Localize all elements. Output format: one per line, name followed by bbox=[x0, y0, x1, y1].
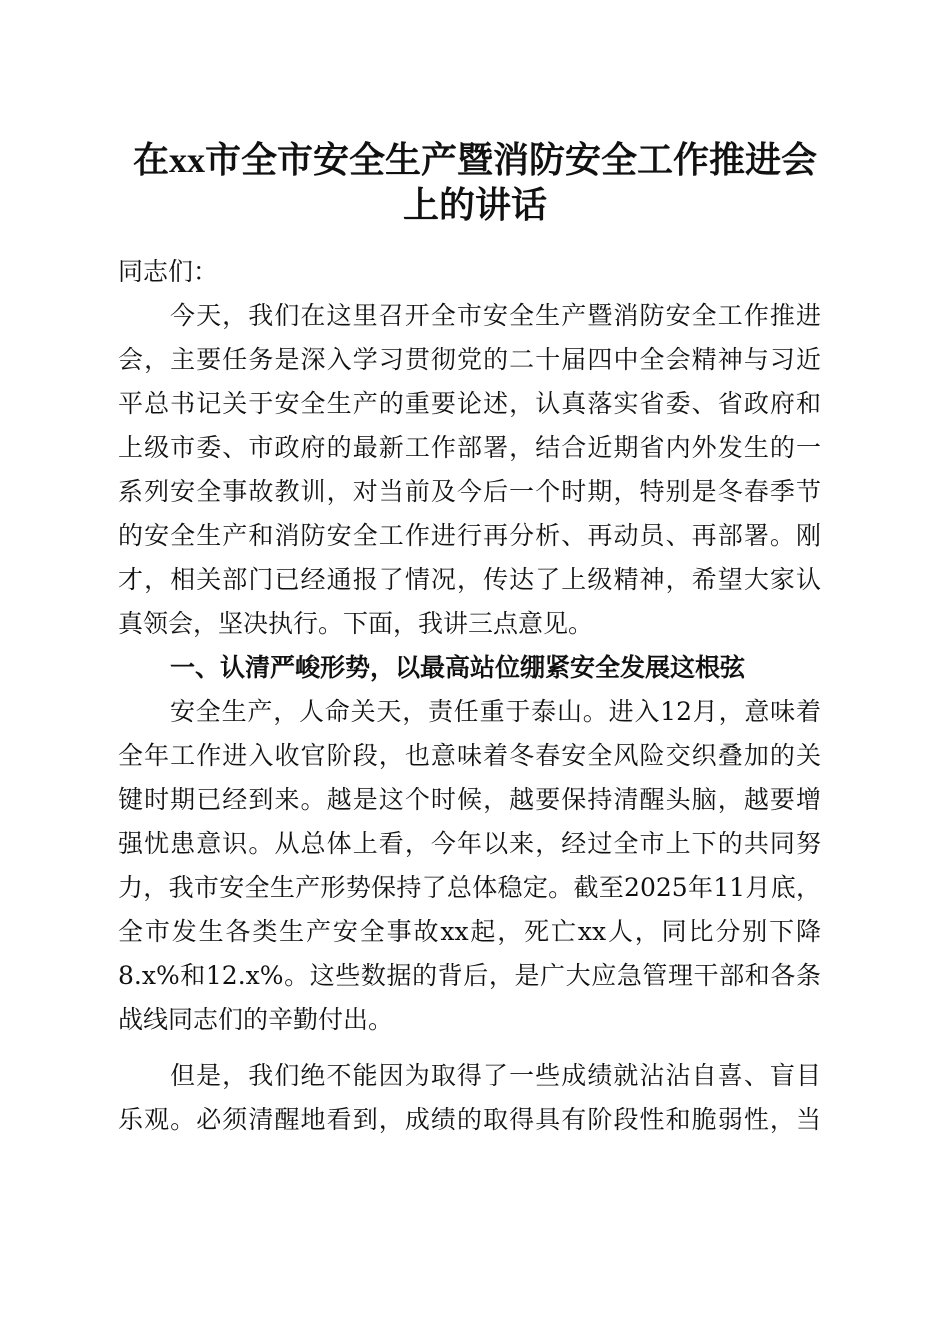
paragraph-line: 强忧患意识。从总体上看，今年以来，经过全市上下的共同努 bbox=[118, 829, 821, 858]
paragraph-line: 上级市委、市政府的最新工作部署，结合近期省内外发生的一 bbox=[118, 433, 821, 462]
paragraph-line: 力，我市安全生产形势保持了总体稳定。截至2025年11月底， bbox=[118, 873, 821, 902]
paragraph-line: 系列安全事故教训，对当前及今后一个时期，特别是冬春季节 bbox=[118, 477, 821, 506]
document-title bbox=[100, 138, 850, 228]
greeting: 同志们： bbox=[118, 257, 219, 286]
paragraph-line: 真领会，坚决执行。下面，我讲三点意见。 bbox=[118, 609, 594, 638]
paragraph-line: 战线同志们的辛勤付出。 bbox=[118, 1005, 394, 1034]
document-body bbox=[118, 250, 821, 1142]
paragraph-line: 安全生产，人命关天，责任重于泰山。进入12月，意味着 bbox=[170, 697, 821, 726]
title-line-2: 上的讲话 bbox=[402, 185, 547, 225]
title-line-1: 在xx市全市安全生产暨消防安全工作推进会 bbox=[132, 140, 817, 180]
paragraph-line: 今天，我们在这里召开全市安全生产暨消防安全工作推进 bbox=[170, 301, 821, 330]
paragraph-line: 全年工作进入收官阶段，也意味着冬春安全风险交织叠加的关 bbox=[118, 741, 821, 770]
paragraph-line: 平总书记关于安全生产的重要论述，认真落实省委、省政府和 bbox=[118, 389, 821, 418]
paragraph-section1-2 bbox=[118, 1054, 821, 1142]
paragraph-line: 键时期已经到来。越是这个时候，越要保持清醒头脑，越要增 bbox=[118, 785, 821, 814]
paragraph-line: 的安全生产和消防安全工作进行再分析、再动员、再部署。刚 bbox=[118, 521, 821, 550]
paragraph-line: 全市发生各类生产安全事故xx起，死亡xx人，同比分别下降 bbox=[118, 917, 821, 946]
paragraph-intro bbox=[118, 294, 821, 646]
paragraph-line: 但是，我们绝不能因为取得了一些成绩就沾沾自喜、盲目 bbox=[170, 1061, 821, 1090]
paragraph-line: 会，主要任务是深入学习贯彻党的二十届四中全会精神与习近 bbox=[118, 345, 821, 374]
paragraph-line: 8.x%和12.x%。这些数据的背后，是广大应急管理干部和各条 bbox=[118, 961, 821, 990]
paragraph-line: 乐观。必须清醒地看到，成绩的取得具有阶段性和脆弱性，当 bbox=[118, 1105, 821, 1134]
paragraph-section1-1 bbox=[118, 690, 821, 1042]
paragraph-line: 才，相关部门已经通报了情况，传达了上级精神，希望大家认 bbox=[118, 565, 821, 594]
section-heading: 一、认清严峻形势，以最高站位绷紧安全发展这根弦 bbox=[170, 653, 746, 682]
